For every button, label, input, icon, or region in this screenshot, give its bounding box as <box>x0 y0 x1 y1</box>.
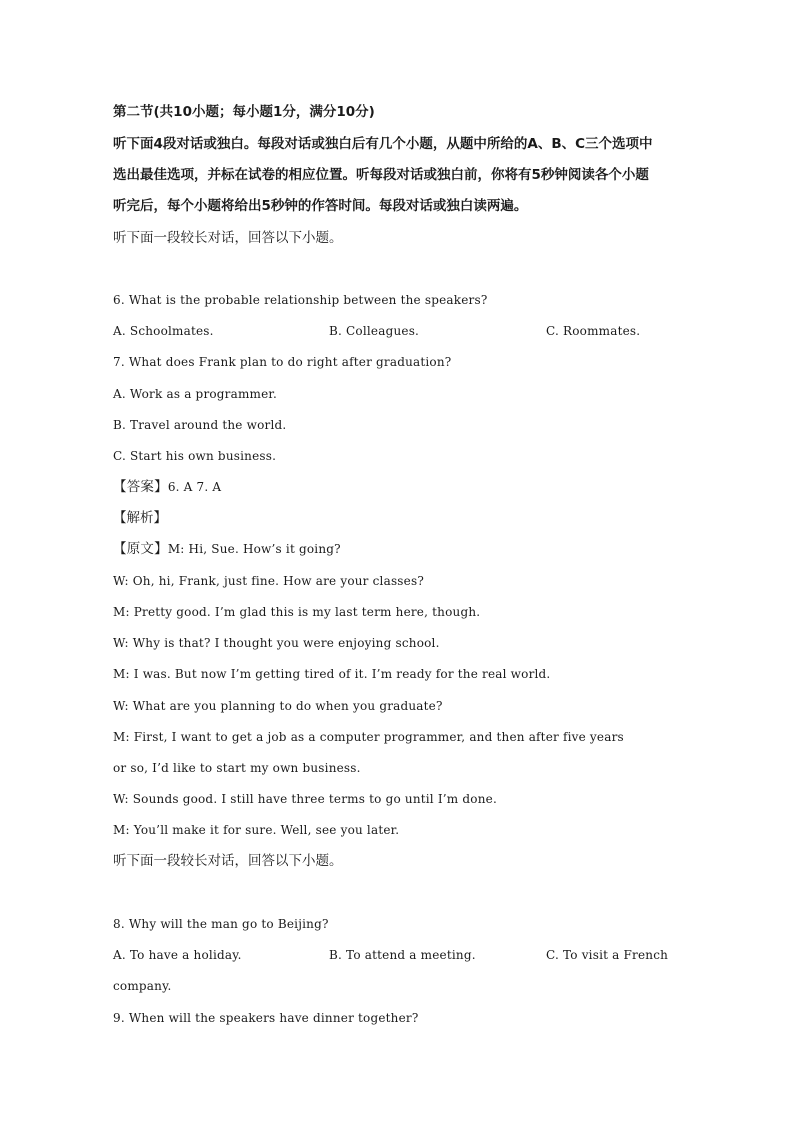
transcript-line-3: M: Pretty good. I’m glad this is my last term here, though. <box>113 605 481 619</box>
transcript-label: 【原文】 <box>113 541 168 557</box>
transcript-line-7: M: First, I want to get a job as a computer programmer, and then after five years <box>113 730 624 744</box>
transcript-line-4: W: Why is that? I thought you were enjoying school. <box>113 636 440 650</box>
instruction-line-2: 选出最佳选项，并标在试卷的相应位置。听每段对话或独白前，你将有5秒钟阅读各个小题 <box>113 167 649 183</box>
transcript-line-10: M: You’ll make it for sure. Well, see you later. <box>113 823 400 837</box>
q8-option-b: B. To attend a meeting. <box>329 948 476 962</box>
analysis-label: 【解析】 <box>113 510 167 526</box>
transcript-line-5: M: I was. But now I’m getting tired of it. I’m ready for the real world. <box>113 667 551 681</box>
transcript-text-1: M: Hi, Sue. How’s it going? <box>167 542 341 556</box>
dialogue-intro-2: 听下面一段较长对话，回答以下小题。 <box>113 853 343 869</box>
transcript-line-8: or so, I’d like to start my own business. <box>113 761 361 775</box>
dialogue-intro-1: 听下面一段较长对话，回答以下小题。 <box>113 230 343 246</box>
q8-option-c-continued: company. <box>113 979 172 993</box>
section-title: 第二节(共10小题；每小题1分，满分10分) <box>113 104 375 120</box>
answer-text: 6. A 7. A <box>167 480 222 494</box>
transcript-line-2: W: Oh, hi, Frank, just fine. How are your classes? <box>113 574 424 588</box>
instruction-line-1: 听下面4段对话或独白。每段对话或独白后有几个小题，从题中所给的A、B、C三个选项中 <box>113 136 653 152</box>
transcript-line-1 <box>113 541 341 557</box>
q7-option-a: A. Work as a programmer. <box>113 387 278 401</box>
q6-option-a: A. Schoolmates. <box>113 324 214 338</box>
question-7: 7. What does Frank plan to do right after graduation? <box>113 355 452 369</box>
q7-option-b: B. Travel around the world. <box>113 418 287 432</box>
instruction-line-3: 听完后，每个小题将给出5秒钟的作答时间。每段对话或独白读两遍。 <box>113 198 528 214</box>
question-6: 6. What is the probable relationship between the speakers? <box>113 293 488 307</box>
question-9: 9. When will the speakers have dinner together? <box>113 1011 419 1025</box>
transcript-line-9: W: Sounds good. I still have three terms to go until I’m done. <box>113 792 497 806</box>
answer-line <box>113 479 221 495</box>
question-8: 8. Why will the man go to Beijing? <box>113 917 329 931</box>
q6-option-c: C. Roommates. <box>546 324 641 338</box>
transcript-line-6: W: What are you planning to do when you graduate? <box>113 699 443 713</box>
q7-option-c: C. Start his own business. <box>113 449 277 463</box>
answer-label: 【答案】 <box>113 479 168 495</box>
q8-option-c: C. To visit a French <box>546 948 669 962</box>
q6-option-b: B. Colleagues. <box>329 324 420 338</box>
q8-option-a: A. To have a holiday. <box>113 948 242 962</box>
